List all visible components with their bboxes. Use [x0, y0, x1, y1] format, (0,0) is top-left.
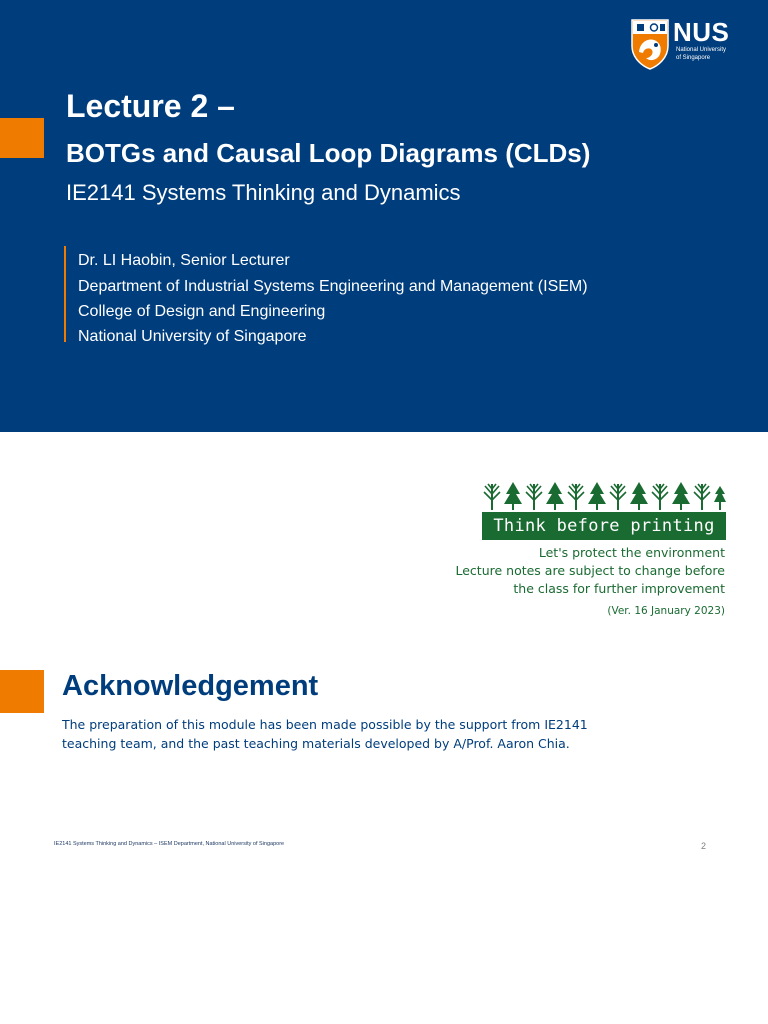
course-name: IE2141 Systems Thinking and Dynamics	[66, 180, 461, 205]
change-note-line2: the class for further improvement	[513, 581, 725, 596]
nus-logo	[630, 18, 750, 72]
author-name: Dr. LI Haobin, Senior Lecturer	[78, 252, 290, 269]
change-note-line1: Lecture notes are subject to change before	[455, 563, 725, 578]
environment-note: Let's protect the environment	[538, 545, 725, 560]
nus-crest-icon	[630, 18, 670, 70]
think-before-printing-banner: Think before printing	[482, 512, 726, 540]
logo-wordmark: NUS	[673, 17, 730, 47]
acknowledgement-body: The preparation of this module has been made possible by the support from IE2141 teaching team, and the past teaching materials developed by A/Prof. Aaron Chia.	[62, 717, 588, 751]
author-accent-bar	[64, 246, 66, 342]
version-label: (Ver. 16 January 2023)	[607, 605, 725, 617]
slide-footer: IE2141 Systems Thinking and Dynamics – ISEM Department, National University of Singapore	[54, 841, 285, 847]
page-number: 2	[701, 841, 707, 851]
logo-subtitle-line1: National University	[676, 47, 727, 53]
logo-subtitle-line2: of Singapore	[676, 55, 711, 61]
tree-row-icon	[482, 480, 726, 512]
author-department: Department of Industrial Systems Engineering and Management (ISEM)	[78, 278, 588, 295]
author-university: National University of Singapore	[78, 328, 307, 345]
orange-accent-tab	[0, 118, 44, 158]
acknowledgement-title: Acknowledgement	[62, 670, 319, 702]
title-slide	[0, 0, 768, 432]
lecture-subtitle: BOTGs and Causal Loop Diagrams (CLDs)	[66, 138, 591, 168]
author-college: College of Design and Engineering	[78, 303, 326, 320]
orange-accent-tab-2	[0, 670, 44, 713]
lecture-title: Lecture 2 –	[66, 88, 235, 124]
